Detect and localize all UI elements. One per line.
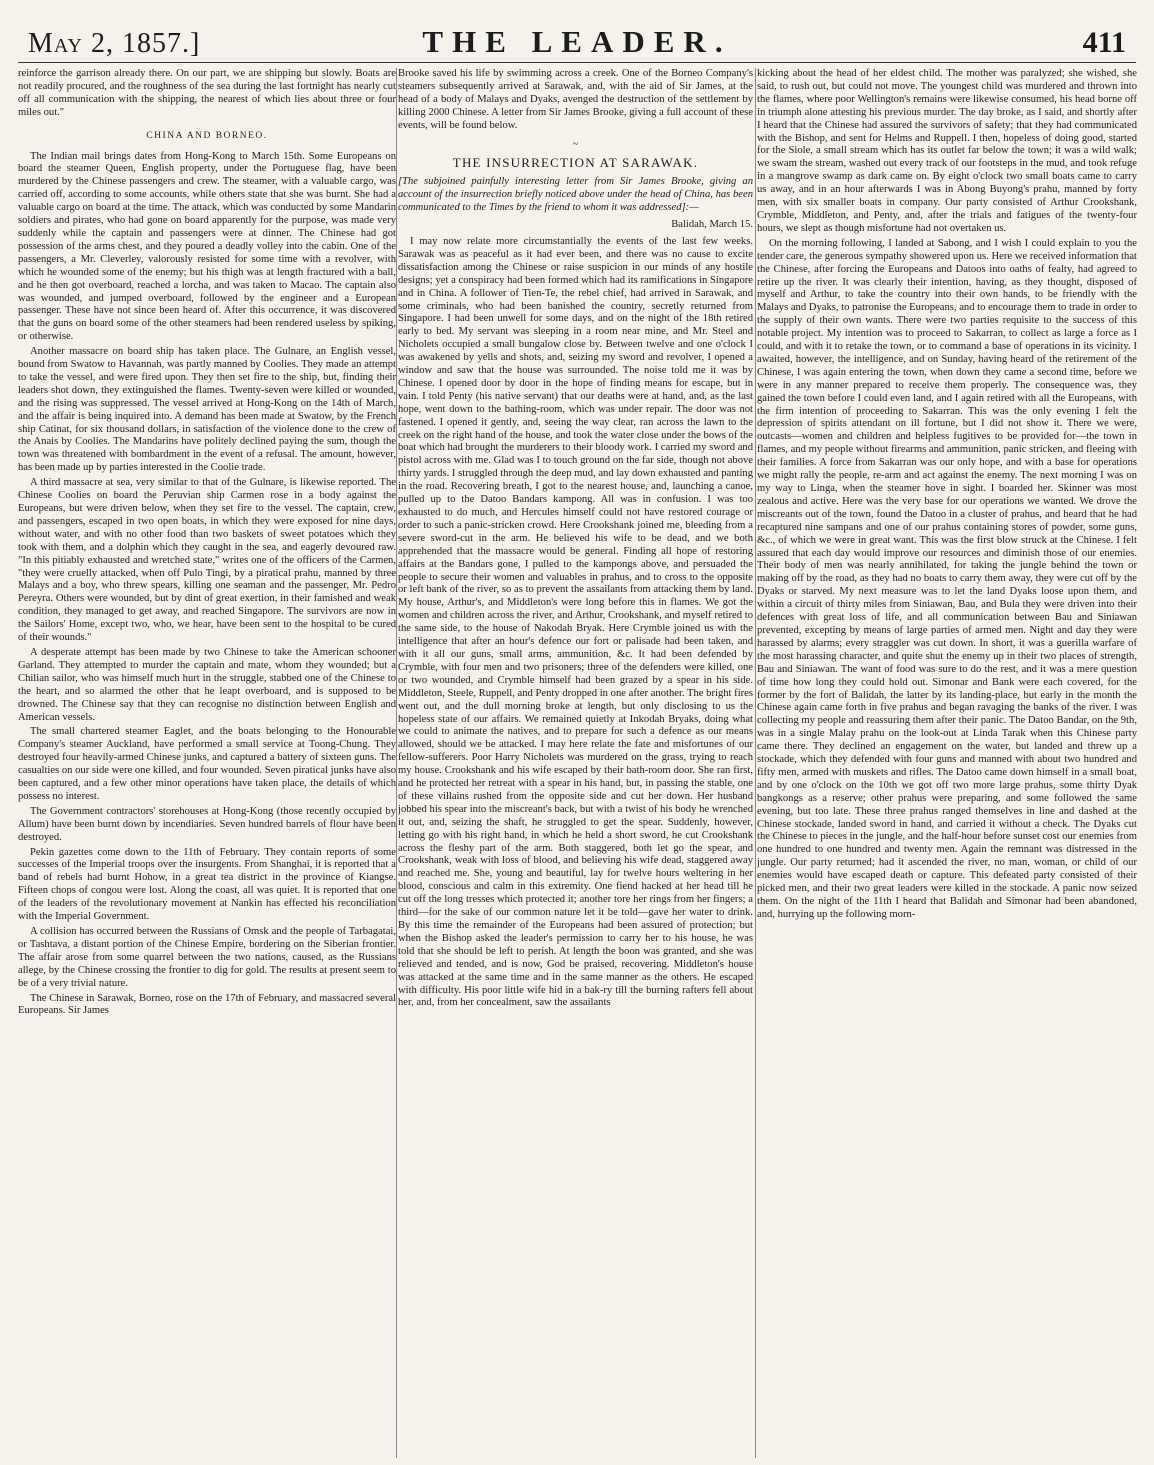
paragraph: Brooke saved his life by swimming across a creek. One of the Borneo Company's steamers subsequently arrived at Sarawak, and, with the aid of Sir James, at the head of a body of Malays and Dyaks, avenged the destruction of the settlement by killing 2000 Chinese. A letter from Sir James Brooke, giving a full account of these events, will be found below. bbox=[398, 68, 753, 131]
paragraph: On the morning following, I landed at Sabong, and I wish I could explain to you the tender care, the generous sympathy showered upon us. Here we received information that the Chinese, after forcing the Europeans and Datoos into oaths of fealty, had agreed to retire up the river. It was clearly their intention, having, as they thought, disposed of myself and Arthur, to take the country into their own hands, to be friendly with the Malays and Dyaks, to patronise the Europeans, and to encourage them to trade in order to the supply of their own wants. There were two parties requisite to the success of this notable project. My intention was to proceed to Sakarran, to collect as large a force as I could, and with it to retake the town, or to command a base of operations in its vicinity. I awaited, however, the intelligence, and on Sunday, having heard of the retirement of the Chinese, I was again entering the town, when down they came a second time, before we were in any manner prepared to receive them properly. The consequence was, they gained the town before I could even land, and I again retired with all the Europeans, with the firm intention of proceeding to Sakarran. This was the only evening I felt the depression of spirits attendant on ill fortune, but I did not show it. There we were, outcasts—women and children and helpless fugitives to be provided for—the town in flames, and my people without firearms and ammunition, panic stricken, and fleeing with their families. A force from Sakarran was our only hope, and with a base for operations we might rally the people, re-arm and act against the enemy. The next morning I was on my way to Linga, when the steamer hove in sight. I boarded her. Skinner was most zealous and active. Here was the very base for our operations we wanted. We drove the miscreants out of the town, found the Datoo in a cluster of prahus, and heard that he had recaptured nine sampans and one of our prahus containing stores of powder, some guns, &c., of which we were in great want. This was the first blow struck at the Chinese. I felt assured that each day would improve our resources and diminish those of our enemies. Their body of men was nearly annihilated, for taking the jungle behind the town or making off by the road, as they had no boats to carry them away, they were cut off by the Dyaks or starved. My next measure was to let the land Dyaks loose upon them, and within a circuit of thirty miles from Siniawan, Bau, and Bula they were driven into their defences with great loss of life, and all communication between Bau and Siniawan prevented, excepting by means of large parties of armed men. Night and day they were harassed by alarms; every straggler was cut down. In short, it was a guerilla warfare of the most harassing character, and quite shut the enemy up in their two places of strength, Bau and Siniawan. The want of food was sure to do the rest, and it was a mere question of time how long they could hold out. Simonar and Bank were each covered, for the former by the fort of Balidah, the latter by its landing-place, but early in the month the Chinese again came forth in five prahus and began ravaging the banks of the river. I was collecting my people and reassuring them after their panic. The Datoo Bandar, on the 9th, was in a single Malay prahu on the look-out at Linda Tarak when this Chinese party came there. They declined an engagement on the water, but landed and threw up a stockade, which they defended with four guns and manned with about two hundred and fifty men, armed with muskets and rifles. The Datoo came down himself in a small boat, and by one o'clock on the 10th we got off two more large prahus, some thirty Dyak bangkongs as a reserve; other prahus were preparing, and some followed the same evening, but too late. These three prahus ranged themselves in line and dashed at the Chinese stockade, landed sword in hand, and carried it without a check. The Dyaks cut the Chinese to pieces in the jungle, and the half-hour before sunset cost our enemies from one hundred to one hundred and twenty men. Again the remnant was distressed in the jungle. Our party returned; had it ascended the river, no man, woman, or child of our enemies would have escaped death or capture. This defeated party consisted of their picked men, and their two great leaders were killed in the stockade. A panic now seized them. On the night of the 11th I heard that Balidah and Simonar had been abandoned, and, hurrying up the following morn- bbox=[757, 237, 1137, 920]
paragraph: A collision has occurred between the Russians of Omsk and the people of Tarbagatai, or Tashtava, a distant portion of the Chinese Empire, bordering on the Siberian frontier. The affair arose from some quarrel between the two nations, caused, as the Russians allege, by the Chinese crossing the frontier to dig for gold. The results at present seem to be of a very trivial nature. bbox=[18, 926, 396, 989]
header-rule bbox=[18, 62, 1136, 63]
paragraph: The small chartered steamer Eaglet, and the boats belonging to the Honourable Company's steamer Auckland, have performed a small service at Toong-Chung. They destroyed four heavily-armed Chinese junks, and captured a battery of sixteen guns. The casualties on our side were one killed, and four wounded. Seven piratical junks have also been captured, and a few other minor operations have taken place, the details of which possess no interest. bbox=[18, 726, 396, 802]
page-header bbox=[18, 8, 1136, 68]
column-divider bbox=[755, 68, 756, 1458]
article-headline: THE INSURRECTION AT SARAWAK. bbox=[452, 155, 699, 171]
masthead-title: THE LEADER. bbox=[422, 24, 732, 59]
issue-date: May 2, 1857.] bbox=[28, 28, 201, 59]
paragraph: I may now relate more circumstantially the events of the last few weeks. Sarawak was as peaceful as it had ever been, and there was no cause to excite dissatisfaction among the Chinese or raise suspicion in our minds of any hostile designs; yet a conspiracy had been formed which had its ramifications in Singapore and in China. A follower of Tien-Te, the rebel chief, had arrived in Sarawak, and some criminals, who had been banished the country, secretly returned from Singapore. I had been unwell for some days, and on the night of the 18th retired early to bed. My servant was sleeping in a room near mine, and Mr. Steel and Nicholets occupied a small bungalow close by. Between twelve and one o'clock I was awakened by yells and shots, and, seizing my sword and revolver, I opened a window and saw that the house was surrounded. The noise told me it was by Chinese. I opened door by door in the hope of finding means for escape, but in vain. I told Penty (his native servant) that our deaths were at hand, and, as the last hope, went down to the bathing-room, which was under repair. The door was not fastened. I opened it gently, and, seeing the way clear, ran across the lawn to the creek on the right hand of the house, and took the water close under the bows of the boat which had brought the murderers to their bloody work. I carried my sword and pistol across with me. Glad was I to touch ground on the far side, though not above thirty yards. I struggled through the deep mud, and lay down exhausted and panting in the road. Recovering breath, I got to the nearest house, and, launching a canoe, pulled up to the Datoo Bandars kampong. All was in confusion. I was too exhausted to do much, and Hercules himself could not have restored courage or order to such a panic-stricken crowd. Here Crookshank joined me, bleeding from a severe sword-cut in the arm. He believed his wife to be dead, and we both apprehended that the massacre would be general. Finding all hope of restoring affairs at the Bandars gone, I pulled to the kampongs above, and persuaded the people to secure their women and valuables in prahus, and to cross to the opposite or left bank of the river, so as to prevent the assailants from attacking them by land. My house, Arthur's, and Middleton's were long before this in flames. We got the women and children across the river, and Arthur, Crookshank, and myself retired to the same side, to the house of Nakodah Bryak. Here Crymble joined us with the intelligence that after an hour's defence our fort or palisade had been taken, and with it all our guns, small arms, ammunition, &c. It had been defended by Crymble, with four men and two prisoners; three of the defenders were killed, one or two wounded, and Crymble himself had been grazed by a spear in his side. Middleton, Steele, Ruppell, and Penty dropped in one after another. The bright fires went out, and the dull morning broke at length, but only disclosing to us the hopeless state of our affairs. We remained quietly at Inkodah Bryaks, doing what we could to animate the natives, and to prepare for such a defence as our means allowed, should we be attacked. I may here relate the fate and misfortunes of our fellow-sufferers. Poor Harry Nicholets was murdered on the grass, trying to reach my house. Crookshank and his wife escaped by their bath-room door. She ran first, and he protected her retreat with a spear in his hand, but, in passing the stable, one of these villains rushed from the opposite side and cut her down. Her husband jobbed his spear into the miscreant's back, but with a twist of his body he wrenched it out, and, seizing the shaft, he struggled to get the spear. Suddenly, however, letting go with his right hand, in which he held a short sword, he cut Crookshank across the fleshy part of the arm. Both staggered, both let go the spear, and Crookshank, weak with loss of blood, and believing his wife dead, staggered away and reached me. She, young and beautiful, lay for twelve hours weltering in her blood, conscious and calm in this extremity. One fiend hacked at her head till he cut off the long tresses which protected it; another tore her rings from her fingers; a third—for the sake of our common nature let it be told—gave her water to drink. By this time the remainder of the Europeans had been assured of protection; but when the Bishop asked the leader's permission to carry her to his house, he was told that she should be left to perish. At length the boon was granted, and she was relieved and tended, and is now, God be praised, recovering. Middleton's house was attacked at the same time and in the same manner as the others. He escaped with difficulty. His poor little wife hid in a bak-ry till the burning rafters fell about her, and, from her concealment, saw the assailants bbox=[398, 235, 753, 1009]
editorial-note: [The subjoined painfully interesting letter from Sir James Brooke, giving an account of the insurrection briefly noticed above under the head of China, has been communicated to the Times by the friend to whom it was addressed]:— bbox=[398, 176, 753, 214]
paragraph: The Indian mail brings dates from Hong-Kong to March 15th. Some Europeans on board the steamer Queen, English property, under the Portuguese flag, have been murdered by the Chinese passengers and crew. The steamer, with a valuable cargo, was carried off, according to some accounts, while others state that she was burnt. She had a valuable cargo on board at the time. The attack, which was conducted by some Mandarin soldiers and pirates, who had gone on board apparently for the purpose, was made very suddenly while the captain and passengers were at dinner. The Chinese had got possession of the arms chest, and they poured a deadly volley into the cabin. One of the passengers, a Mr. Cleverley, valorously resisted for some time with a revolver, with which he wounded some of the enemy; but his thigh was at length fractured with a ball, and he then got overboard, reached a lorcha, and was taken to Macao. The captain also was wounded, and jumped overboard, followed by the engineer and a European passenger. These have not since been heard of. After this occurrence, it was discovered that the guns on board some of the other steamers had been rendered useless by spiking, or otherwise. bbox=[18, 150, 396, 343]
paragraph: Pekin gazettes come down to the 11th of February. They contain reports of some successes of the Imperial troops over the insurgents. From Shanghai, it is reported that a band of rebels had burnt Hohow, in a great tea district in the province of Kiangse. Fifteen chops of congou were lost. Along the coast, all was quiet. It is reported that one of the leaders of the revolutionary movement at Nankin has effected his reconciliation with the Imperial Government. bbox=[18, 846, 396, 923]
paragraph: Another massacre on board ship has taken place. The Gulnare, an English vessel, bound from Swatow to Havannah, was partly manned by Coolies. They made an attempt to take the vessel, and were fired upon. They then set fire to the ship, but, finding their leaders shot down, they extinguished the flames. Twenty-seven were killed or wounded, and the rising was suppressed. The vessel arrived at Hong-Kong on the 14th of March, and the affair is being inquired into. A demand has been made at Swatow, by the French ship Catinat, for six thousand dollars, in satisfaction of the violence done to the crew of the Anais by Coolies. The Mandarins have politely declined paying the sum, though the town was threatened with bombardment in the event of a refusal. The amount, however, has been made up by parties interested in the Coolie trade. bbox=[18, 346, 396, 474]
paragraph: kicking about the head of her eldest child. The mother was paralyzed; she wished, she said, to rush out, but could not move. The youngest child was murdered and thrown into the flames, where poor Wellington's remains were likewise consumed, his head borne off in triumph alone attesting his previous murder. The day broke, as I said, and shortly after I heard that the Chinese had assured the survivors of safety; that they had communicated with the Bishop, and sent for Helms and Ruppell. I then, hopeless of doing good, started for the Siole, a small stream which has its outlet far below the town; it was a wild walk; we swam the stream, washed out every track of our footsteps in the mud, and took refuge in a mangrove swamp as dark came on. By eight o'clock two small boats came to carry us away, and in an hour afterwards I was in Abong Buyong's prahu, manned by forty men, with six smaller boats in company. Our party consisted of Arthur Crookshank, Crymble, Middleton, and Penty, and, after the trials and fatigues of the twenty-four hours, we slept as though misfortune had not overtaken us. bbox=[757, 68, 1137, 234]
column-2 bbox=[398, 68, 753, 1458]
paragraph: The Government contractors' storehouses at Hong-Kong (those recently occupied by Allum) have been burnt down by incendiaries. Seven hundred barrels of flour have been destroyed. bbox=[18, 805, 396, 843]
column-3 bbox=[757, 68, 1137, 1458]
page-number: 411 bbox=[1082, 26, 1126, 59]
paragraph: A desperate attempt has been made by two Chinese to take the American schooner Garland. They attempted to murder the captain and mate, whom they wounded; but a Chilian sailor, who was himself much hurt in the struggle, stabbed one of the Chinese to the heart, and so alarmed the other that he leapt overboard, and is supposed to be drowned. The Chinese say that they can recognise no distinction between English and American vessels. bbox=[18, 646, 396, 723]
column-1 bbox=[18, 68, 396, 1458]
column-divider bbox=[396, 68, 397, 1458]
paragraph: A third massacre at sea, very similar to that of the Gulnare, is likewise reported. The Chinese Coolies on board the Peruvian ship Carmen rose in a body against the Europeans, but were driven below, when they set fire to the vessel. The captain, crew, and passengers, escaped in two open boats, in which they were exposed for nine days, without water, and with no other food than two baskets of sweet potatoes which they took with them, and a dolphin which they caught in the sea, and eagerly devoured raw. "In this pitiably exhausted and wretched state," writes one of the officers of the Carmen, "they were cruelly attacked, when off Pulo Tingi, by a piratical prahu, manned by three Malays and a boy, who threw spears, killing one seaman and the passenger, Mr. Pedro Pereyra. Others were wounded, but by dint of great exertion, in their famished and weak condition, they managed to get away, and reached Singapore. The survivors are now in the Sailors' Home, except two, who, we hear, have been sent to the hospital to be cured of their wounds." bbox=[18, 477, 396, 644]
section-ornament: ~ bbox=[572, 138, 579, 150]
section-heading: CHINA AND BORNEO. bbox=[146, 130, 268, 141]
paragraph: reinforce the garrison already there. On our part, we are shipping but slowly. Boats are not readily procured, and the roughness of the sea during the last fortnight has nearly cut off all communication with the shipping, the nearest of which lies about three or four miles out." bbox=[18, 68, 396, 118]
paragraph: The Chinese in Sarawak, Borneo, rose on the 17th of February, and massacred several Europeans. Sir James bbox=[18, 992, 396, 1017]
letter-dateline: Balidah, March 15. bbox=[671, 219, 753, 231]
